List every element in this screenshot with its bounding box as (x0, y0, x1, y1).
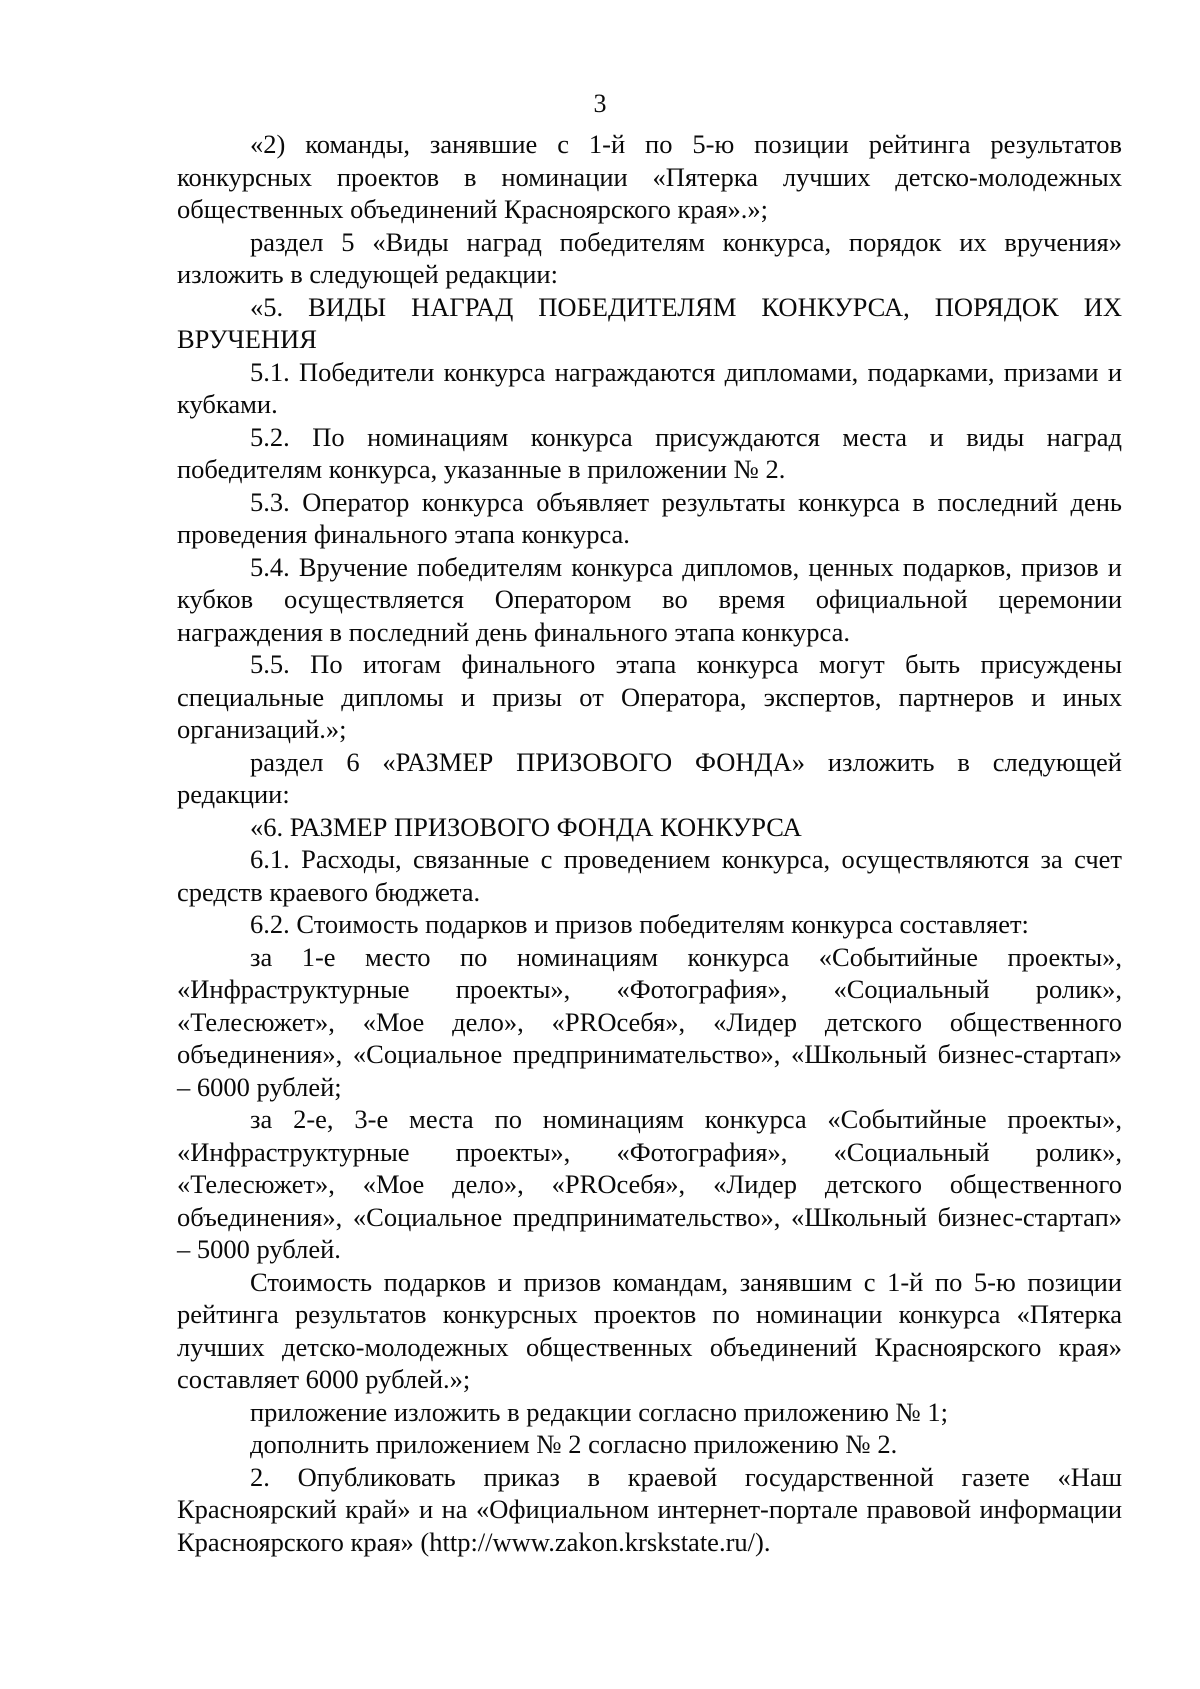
paragraph-item-2-teams: «2) команды, занявшие с 1-й по 5-ю позиции рейтинга результатов конкурсных проектов в номинации «Пятерка лучших детско-молодежных общественных объединений Красноярского края».»; (177, 129, 1122, 224)
paragraph-5-4: 5.4. Вручение победителям конкурса дипломов, ценных подарков, призов и кубков осуществляется Оператором во время официальной церемонии награждения в последний день финального этапа конкурса. (177, 551, 1122, 647)
section-5-heading: «5. ВИДЫ НАГРАД ПОБЕДИТЕЛЯМ КОНКУРСА, ПОРЯДОК ИХ ВРУЧЕНИЯ (177, 291, 1122, 354)
paragraph-5-5: 5.5. По итогам финального этапа конкурса могут быть присуждены специальные дипломы и призы от Оператора, экспертов, партнеров и иных организаций.»; (177, 649, 1122, 744)
paragraph-top-five-teams: Стоимость подарков и призов командам, занявшим с 1-й по 5-ю позиции рейтинга результатов конкурсных проектов по номинации конкурса «Пятерка лучших детско-молодежных общественных объединений Красноярского края» составляет 6000 рублей.»; (177, 1266, 1122, 1394)
paragraph-5-2: 5.2. По номинациям конкурса присуждаются места и виды наград победителям конкурса, указанные в приложении № 2. (177, 421, 1122, 484)
paragraph-5-3: 5.3. Оператор конкурса объявляет результаты конкурса в последний день проведения финального этапа конкурса. (177, 486, 1122, 549)
paragraph-6-2: 6.2. Стоимость подарков и призов победителям конкурса составляет: (250, 909, 1029, 939)
paragraph-appendix-2: дополнить приложением № 2 согласно приложению № 2. (250, 1429, 898, 1459)
paragraph-6-1: 6.1. Расходы, связанные с проведением конкурса, осуществляются за счет средств краевого бюджета. (177, 844, 1122, 907)
paragraph-5-1: 5.1. Победители конкурса награждаются дипломами, подарками, призами и кубками. (177, 356, 1122, 419)
section-6-heading: «6. РАЗМЕР ПРИЗОВОГО ФОНДА КОНКУРСА (250, 811, 802, 842)
paragraph-publish: 2. Опубликовать приказ в краевой государственной газете «Наш Красноярский край» и на «Официальном интернет-портале правовой информации Красноярского края» (http://www.zakon.krskstate.ru/). (177, 1461, 1122, 1557)
page-number: 3 (593, 89, 607, 118)
paragraph-first-place: за 1-е место по номинациям конкурса «Событийные проекты», «Инфраструктурные проекты», «Фотография», «Социальный ролик», «Телесюжет», «Мое дело», «PROсебя», «Лидер детского общественного объединения», «Социальное предпринимательство», «Школьный бизнес-стартап» – 6000 рублей; (177, 941, 1122, 1102)
document-body (177, 128, 1122, 1558)
paragraph-section-5-amend: раздел 5 «Виды наград победителям конкурса, порядок их вручения» изложить в следующей редакции: (177, 226, 1122, 289)
paragraph-section-6-amend: раздел 6 «РАЗМЕР ПРИЗОВОГО ФОНДА» изложить в следующей редакции: (177, 746, 1122, 809)
paragraph-appendix-1: приложение изложить в редакции согласно приложению № 1; (250, 1396, 949, 1427)
paragraph-second-third-place: за 2-е, 3-е места по номинациям конкурса «Событийные проекты», «Инфраструктурные проекты», «Фотография», «Социальный ролик», «Телесюжет», «Мое дело», «PROсебя», «Лидер детского общественного объединения», «Социальное предпринимательство», «Школьный бизнес-стартап» – 5000 рублей. (177, 1104, 1122, 1264)
